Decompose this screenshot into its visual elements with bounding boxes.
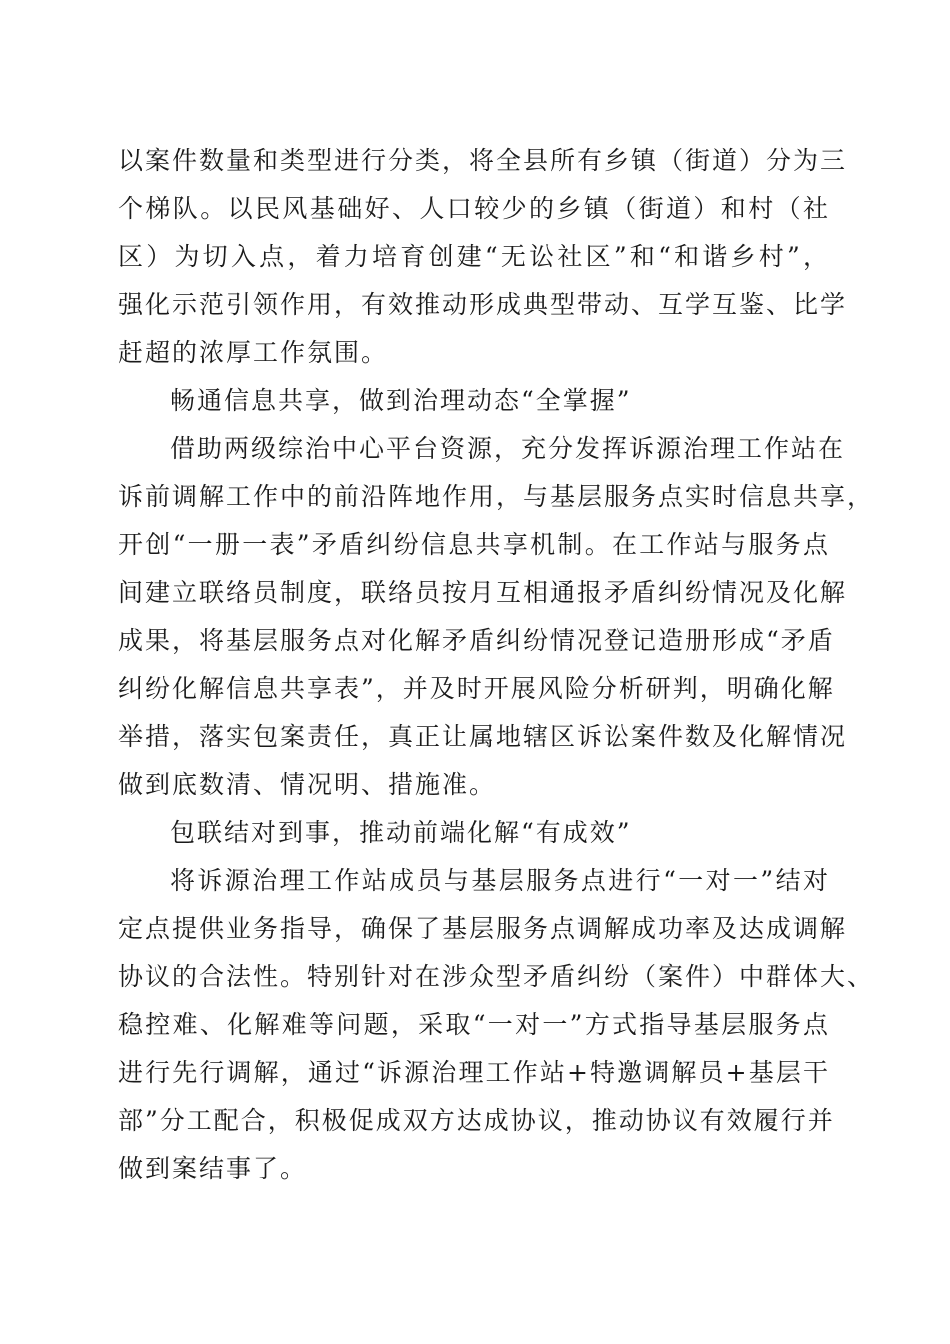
text-line: 将诉源治理工作站成员与基层服务点进行“一对一”结对	[170, 866, 830, 895]
text-line: 部”分工配合，积极促成双方达成协议，推动协议有效履行并	[118, 1106, 835, 1135]
text-line: 进行先行调解，通过“诉源治理工作站+特邀调解员+基层干	[118, 1058, 830, 1087]
document-body	[118, 137, 875, 1193]
text-line: 赶超的浓厚工作氛围。	[118, 338, 389, 367]
text-line: 做到案结事了。	[118, 1154, 308, 1183]
text-line: 纠纷化解信息共享表”，并及时开展风险分析研判，明确化解	[118, 674, 835, 703]
text-line: 间建立联络员制度，联络员按月互相通报矛盾纠纷情况及化解	[118, 578, 848, 607]
text-line: 个梯队。以民风基础好、人口较少的乡镇（街道）和村（社	[118, 194, 830, 223]
text-line: 借助两级综治中心平台资源，充分发挥诉源治理工作站在	[170, 434, 846, 463]
text-line: 协议的合法性。特别针对在涉众型矛盾纠纷（案件）中群体大、	[118, 962, 875, 991]
text-line: 强化示范引领作用，有效推动形成典型带动、互学互鉴、比学	[118, 290, 848, 319]
text-line: 以案件数量和类型进行分类，将全县所有乡镇（街道）分为三	[118, 146, 848, 175]
text-line: 成果，将基层服务点对化解矛盾纠纷情况登记造册形成“矛盾	[118, 626, 835, 655]
text-line: 诉前调解工作中的前沿阵地作用，与基层服务点实时信息共享，	[118, 482, 875, 511]
section-heading: 包联结对到事，推动前端化解“有成效”	[170, 818, 632, 847]
text-line: 举措，落实包案责任，真正让属地辖区诉讼案件数及化解情况	[118, 722, 848, 751]
text-line: 稳控难、化解难等问题，采取“一对一”方式指导基层服务点	[118, 1010, 830, 1039]
section-heading: 畅通信息共享，做到治理动态“全掌握”	[170, 386, 632, 415]
text-line: 区）为切入点，着力培育创建“无讼社区”和“和谐乡村”，	[118, 242, 830, 271]
text-line: 开创“一册一表”矛盾纠纷信息共享机制。在工作站与服务点	[118, 530, 830, 559]
text-line: 做到底数清、情况明、措施准。	[118, 770, 497, 799]
text-line: 定点提供业务指导，确保了基层服务点调解成功率及达成调解	[118, 914, 848, 943]
